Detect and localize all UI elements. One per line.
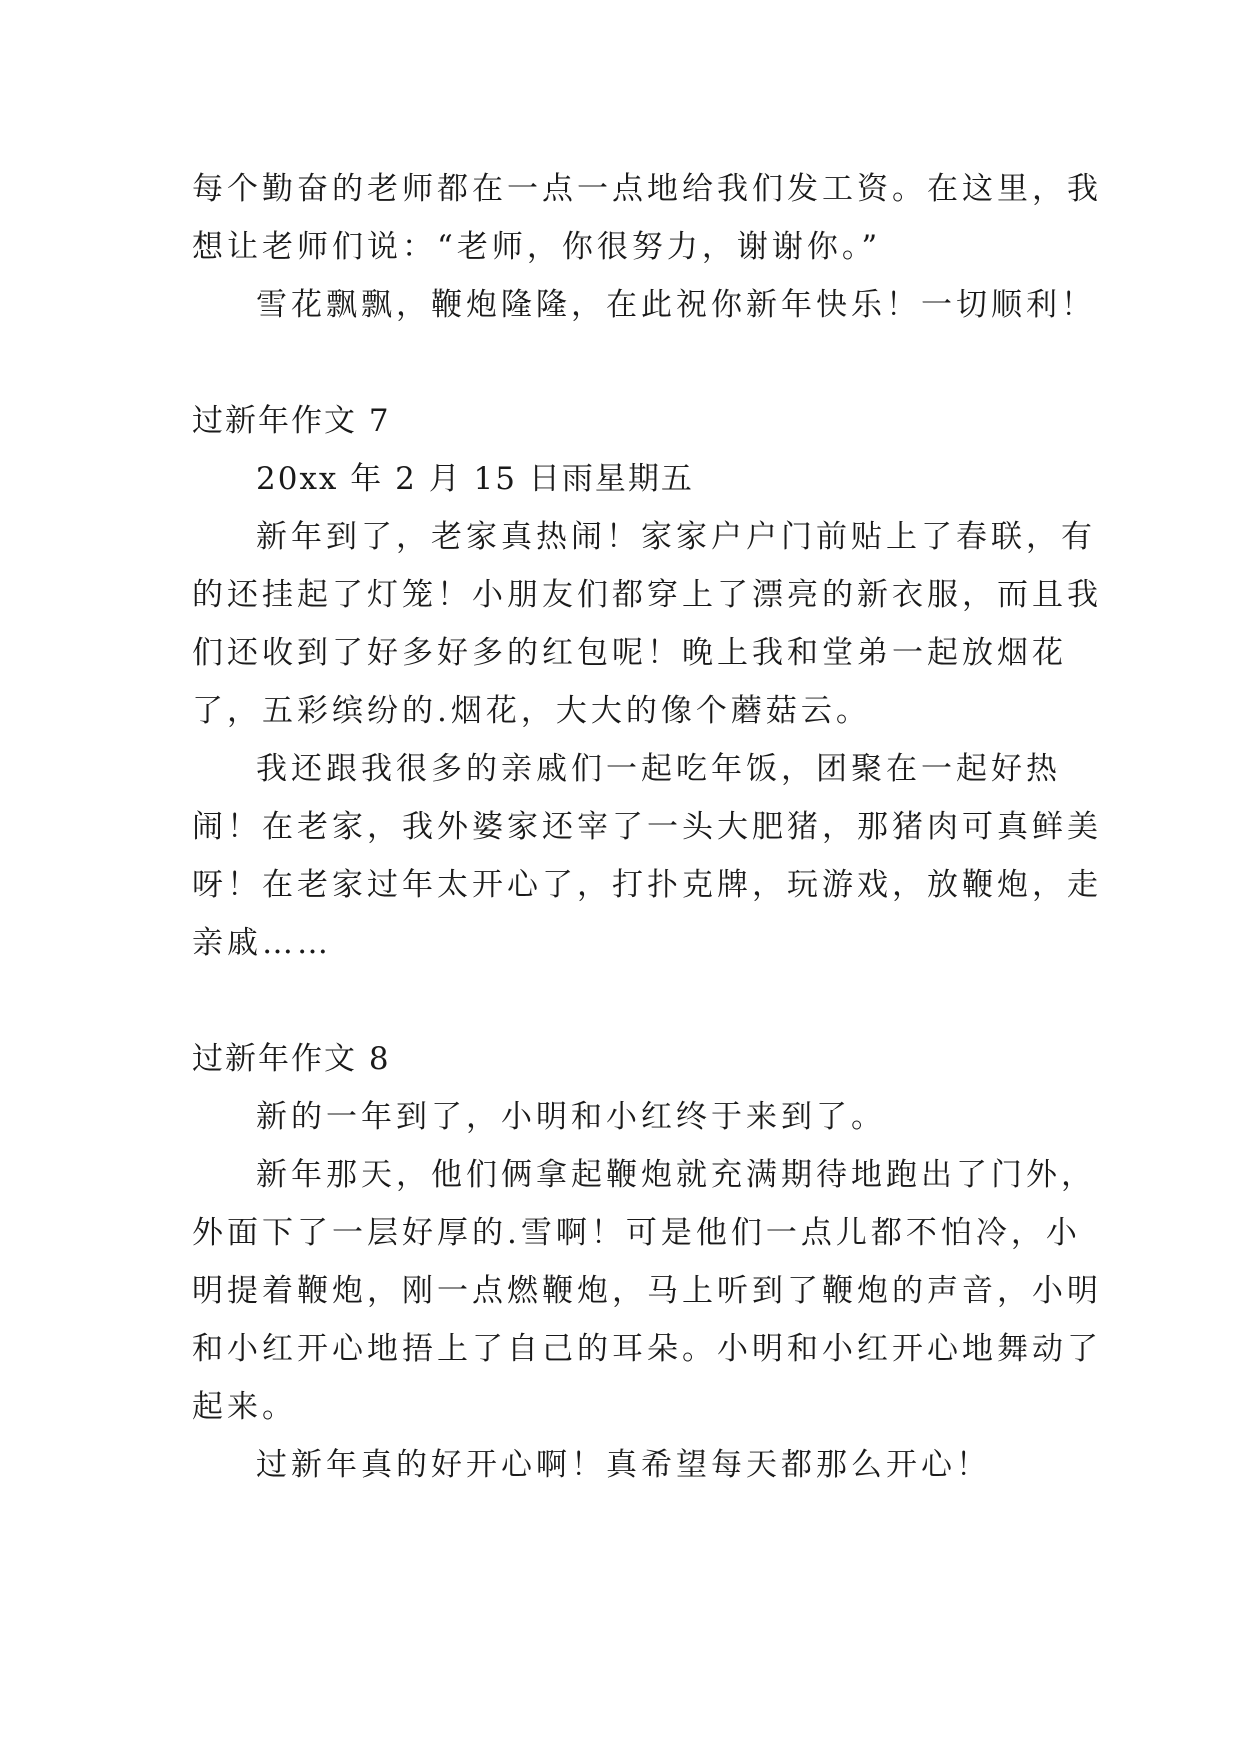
paragraph-line: 呀！在老家过年太开心了，打扑克牌，玩游戏，放鞭炮，走 <box>192 867 1102 903</box>
paragraph-line: 们还收到了好多好多的红包呢！晚上我和堂弟一起放烟花 <box>192 635 1067 671</box>
paragraph-line: 我还跟我很多的亲戚们一起吃年饭，团聚在一起好热 <box>256 751 1061 787</box>
date-line: 20xx 年 2 月 15 日雨星期五 <box>256 461 694 497</box>
paragraph-line: 起来。 <box>192 1389 297 1425</box>
paragraph-line: 了，五彩缤纷的.烟花，大大的像个蘑菇云。 <box>192 693 871 729</box>
document-page <box>192 160 1102 1494</box>
paragraph-line: 和小红开心地捂上了自己的耳朵。小明和小红开心地舞动了 <box>192 1331 1102 1367</box>
section-title: 过新年作文 8 <box>192 1041 391 1077</box>
paragraph-line: 明提着鞭炮，刚一点燃鞭炮，马上听到了鞭炮的声音，小明 <box>192 1273 1102 1309</box>
section-7 <box>192 392 1102 972</box>
paragraph-line: 外面下了一层好厚的.雪啊！可是他们一点儿都不怕冷，小 <box>192 1215 1081 1251</box>
paragraph-line: 每个勤奋的老师都在一点一点地给我们发工资。在这里，我 <box>192 171 1102 207</box>
section-8 <box>192 1030 1102 1494</box>
section-6-tail <box>192 160 1102 334</box>
paragraph-line: 新年到了，老家真热闹！家家户户门前贴上了春联，有 <box>256 519 1096 555</box>
paragraph-line: 闹！在老家，我外婆家还宰了一头大肥猪，那猪肉可真鲜美 <box>192 809 1102 845</box>
paragraph-line: 亲戚…… <box>192 925 332 961</box>
section-title: 过新年作文 7 <box>192 403 391 439</box>
paragraph <box>192 1146 1102 1436</box>
paragraph-line: 新年那天，他们俩拿起鞭炮就充满期待地跑出了门外， <box>256 1157 1096 1193</box>
paragraph-line: 过新年真的好开心啊！真希望每天都那么开心！ <box>256 1447 991 1483</box>
paragraph <box>192 740 1102 972</box>
paragraph-line: 的还挂起了灯笼！小朋友们都穿上了漂亮的新衣服，而且我 <box>192 577 1102 613</box>
paragraph <box>192 508 1102 740</box>
paragraph-line: 新的一年到了，小明和小红终于来到了。 <box>256 1099 886 1135</box>
paragraph-line: 想让老师们说：“老师，你很努力，谢谢你。” <box>192 229 882 265</box>
closing-line: 雪花飘飘，鞭炮隆隆，在此祝你新年快乐！一切顺利！ <box>256 287 1096 323</box>
